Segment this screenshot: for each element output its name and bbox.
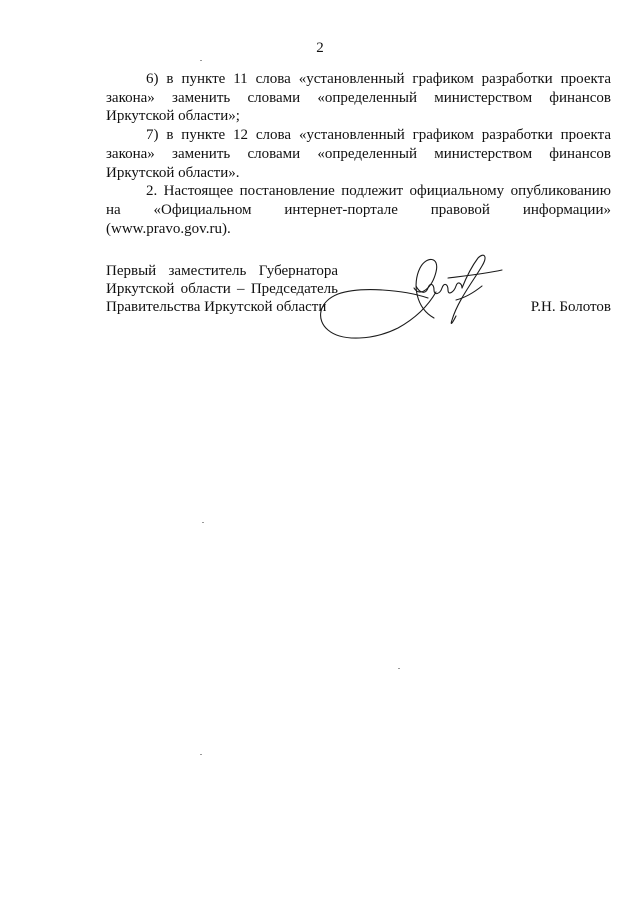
- document-body: [106, 70, 611, 238]
- scan-speck: [202, 522, 204, 523]
- signer-title-line-3: Правительства Иркутской области: [106, 299, 327, 315]
- paragraph-publication: 2. Настоящее постановление подлежит официальному опубликованию на «Официальном интернет-портале правовой информации» (www.pravo.gov.ru).: [106, 183, 611, 237]
- scan-speck: [200, 754, 202, 755]
- signer-name: Р.Н. Болотов: [530, 299, 611, 315]
- signer-title-line-2: Иркутской области – Председатель: [106, 281, 338, 297]
- handwritten-signature-icon: [316, 248, 516, 348]
- scan-speck: [398, 668, 400, 669]
- page-number: 2: [316, 40, 324, 56]
- paragraph-item-7: 7) в пункте 12 слова «установленный графиком разработки проекта закона» заменить словами «определенный министерством финансов Иркутской области».: [106, 127, 611, 181]
- scan-speck: [200, 60, 202, 61]
- signer-title-line-1: Первый заместитель Губернатора: [106, 263, 338, 279]
- paragraph-item-6: 6) в пункте 11 слова «установленный графиком разработки проекта закона» заменить словами «определенный министерством финансов Иркутской области»;: [106, 71, 611, 125]
- signer-title: [106, 262, 338, 316]
